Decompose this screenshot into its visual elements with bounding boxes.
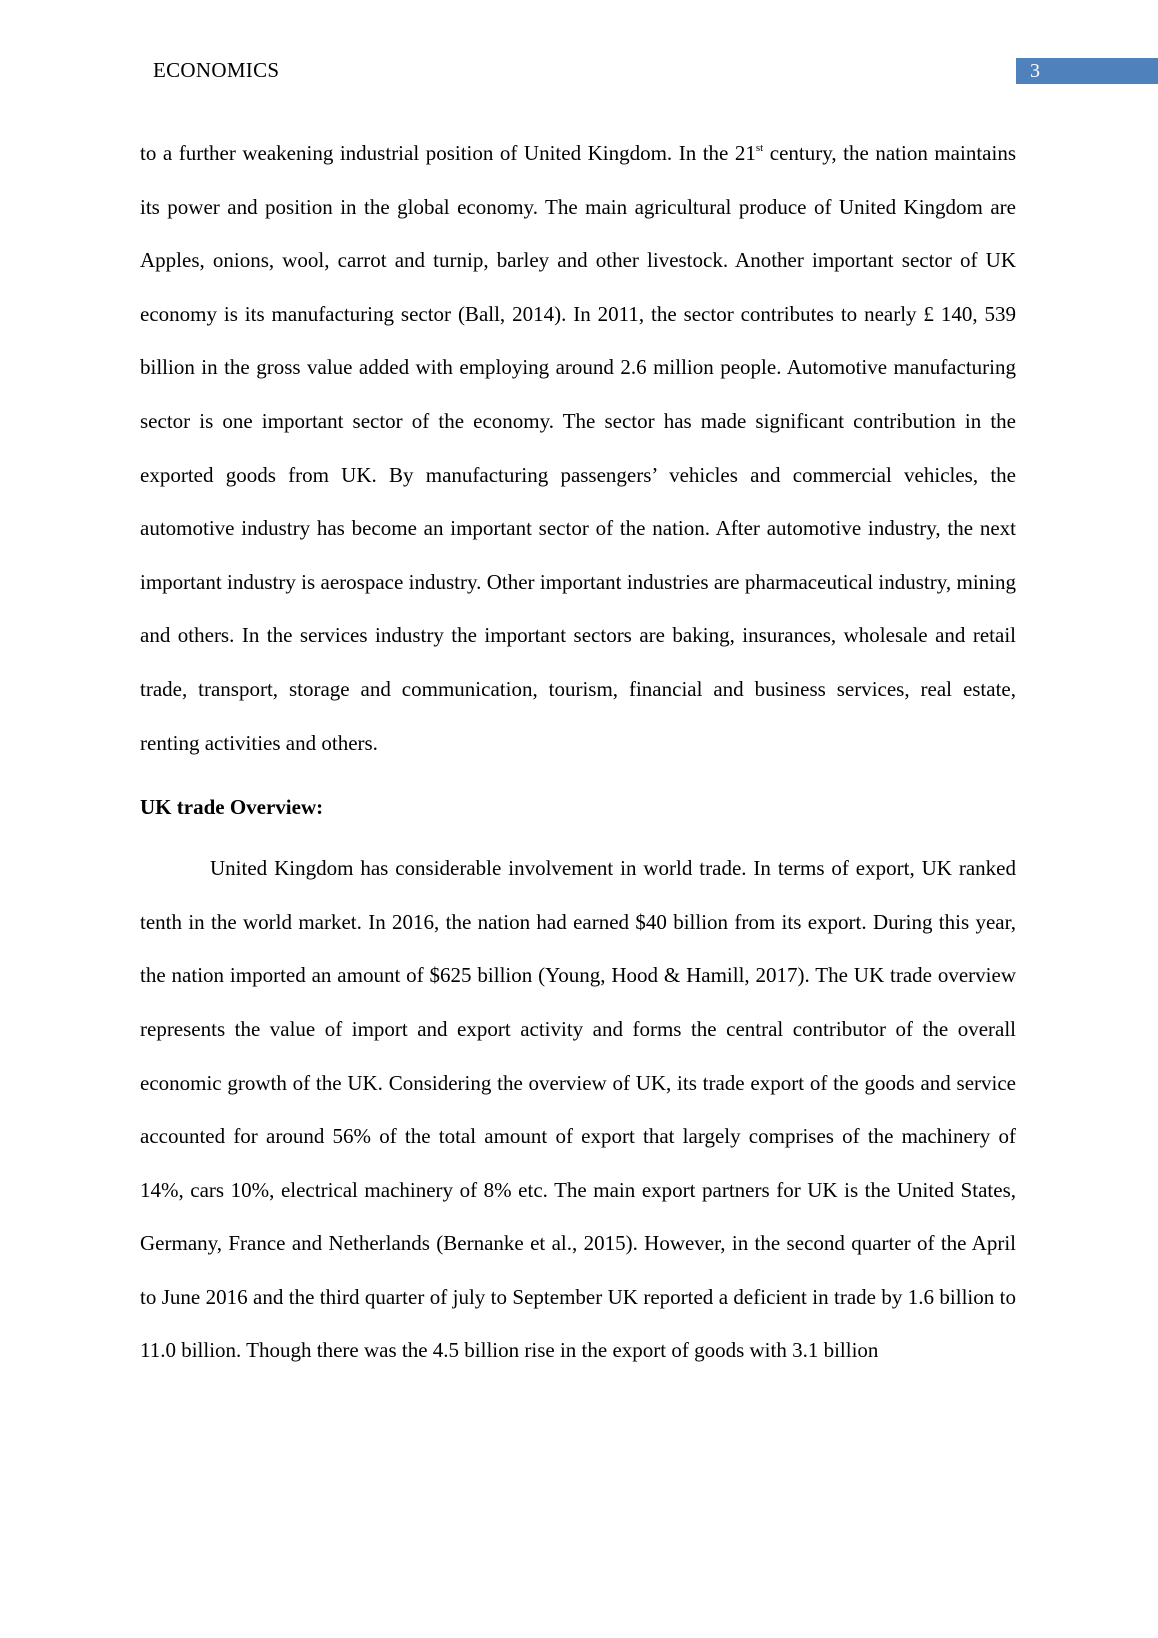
paragraph-1-text-end: century, the nation maintains its power and position in the global economy. The main agricultural produce of United Kingdom are Apples, onions, wool, carrot and turnip, barley and other livestock. Another important sector of UK economy is its manufacturing sector (Ball, 2014). In 2011, the sector contributes to nearly £ 140, 539 billion in the gross value added with employing around 2.6 million people. Automotive manufacturing sector is one important sector of the economy. The sector has made significant contribution in the exported goods from UK. By manufacturing passengers’ vehicles and commercial vehicles, the automotive industry has become an important sector of the nation. After automotive industry, the next important industry is aerospace industry. Other important industries are pharmaceutical industry, mining and others. In the services industry the important sectors are baking, insurances, wholesale and retail trade, transport, storage and communication, tourism, financial and business services, real estate, renting activities and others. xyxy=(140,141,1016,755)
section-heading: UK trade Overview: xyxy=(140,795,324,820)
page-number-box xyxy=(1016,58,1158,84)
body-paragraph-1 xyxy=(140,127,1016,770)
paragraph-1-text-start: to a further weakening industrial position of United Kingdom. In the 21 xyxy=(140,141,756,165)
document-body xyxy=(140,127,1016,1378)
running-header-title: ECONOMICS xyxy=(153,58,280,82)
page-number: 3 xyxy=(1030,60,1040,82)
body-paragraph-2: United Kingdom has considerable involvement in world trade. In terms of export, UK ranked tenth in the world market. In 2016, the nation had earned $40 billion from its export. During this year, the nation imported an amount of $625 billion (Young, Hood & Hamill, 2017). The UK trade overview represents the value of import and export activity and forms the central contributor of the overall economic growth of the UK. Considering the overview of UK, its trade export of the goods and service accounted for around 56% of the total amount of export that largely comprises of the machinery of 14%, cars 10%, electrical machinery of 8% etc. The main export partners for UK is the United States, Germany, France and Netherlands (Bernanke et al., 2015). However, in the second quarter of the April to June 2016 and the third quarter of july to September UK reported a deficient in trade by 1.6 billion to 11.0 billion. Though there was the 4.5 billion rise in the export of goods with 3.1 billion xyxy=(140,856,1016,1363)
ordinal-superscript: st xyxy=(755,142,764,154)
